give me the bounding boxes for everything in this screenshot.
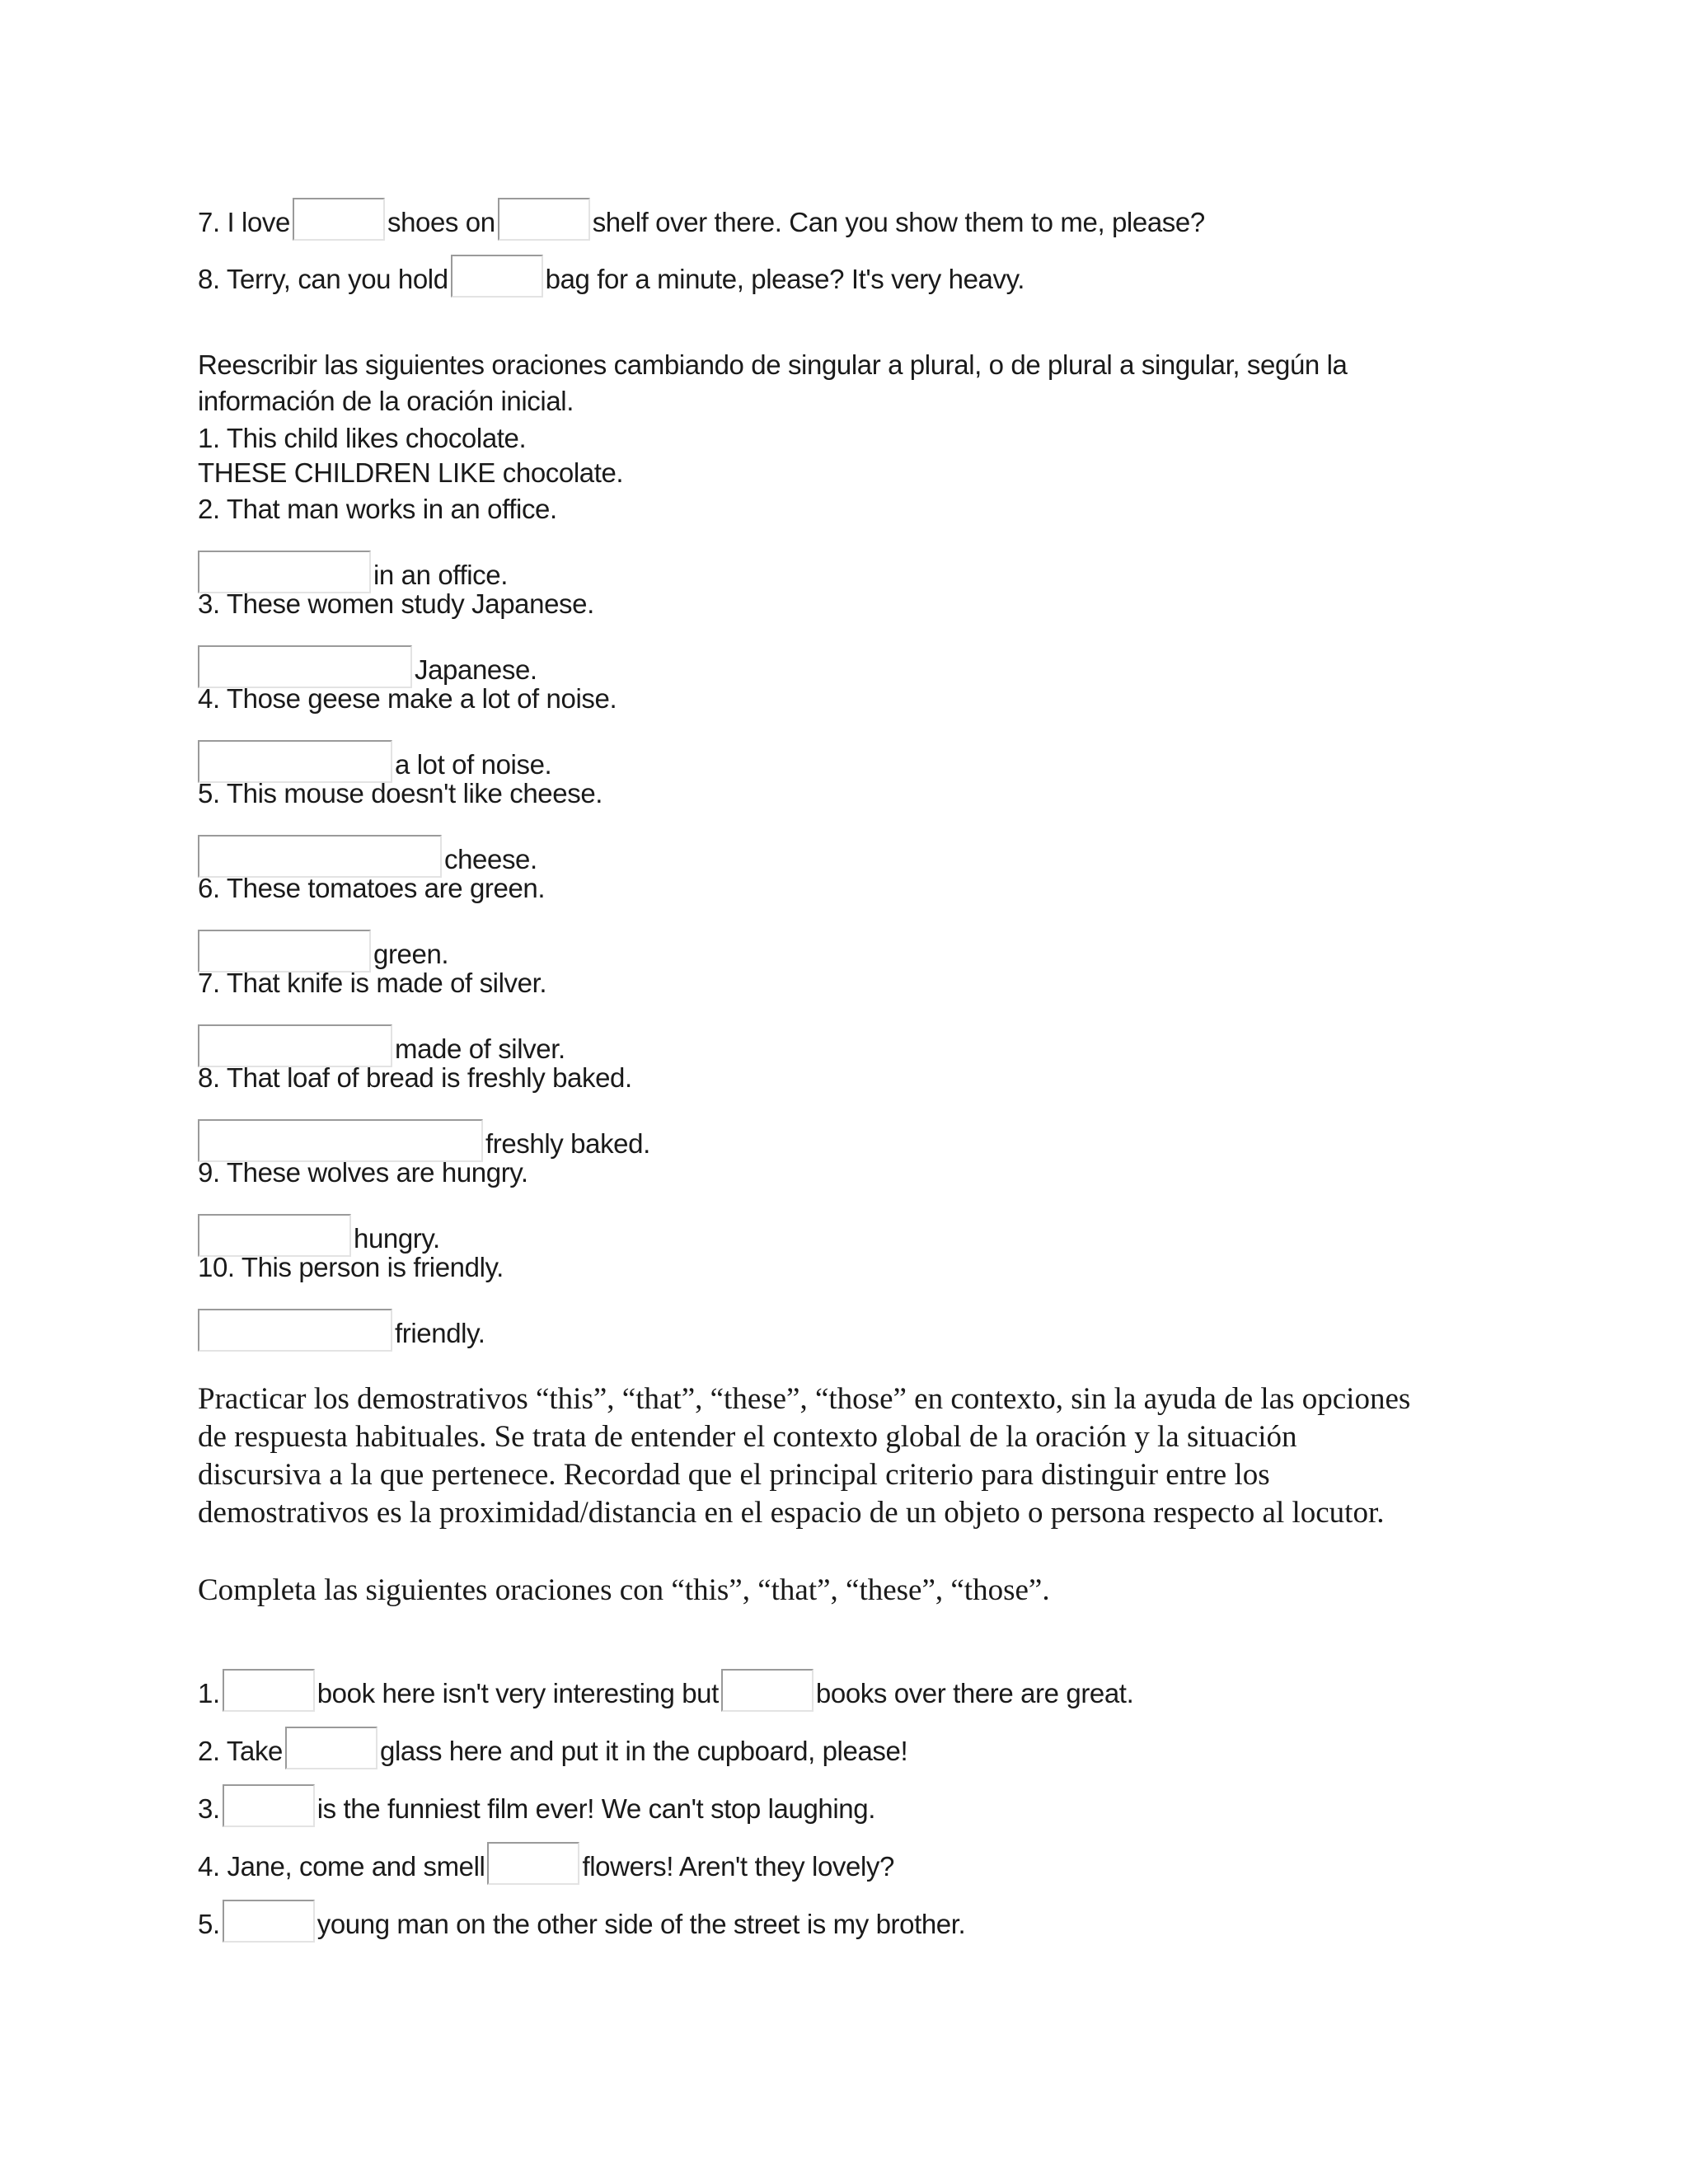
item-text: a lot of noise. <box>395 749 552 780</box>
answer-field[interactable] <box>498 198 590 241</box>
exercise-a-item-8 <box>198 253 1025 296</box>
answer-field[interactable] <box>223 1900 315 1943</box>
item-text: shelf over there. Can you show them to me, please? <box>592 207 1205 237</box>
item-text: book here isn't very interesting but <box>316 1678 719 1708</box>
exercise-b-prompt-8: 8. That loaf of bread is freshly baked. <box>198 1062 632 1093</box>
item-text: glass here and put it in the cupboard, please! <box>380 1736 908 1766</box>
exercise-b-prompt-7: 7. That knife is made of silver. <box>198 968 547 998</box>
exercise-b-answer-5 <box>198 833 537 876</box>
example-answer: THESE CHILDREN LIKE chocolate. <box>198 457 624 488</box>
exercise-c-item-3 <box>198 1783 875 1825</box>
exercise-b-prompt-3: 3. These women study Japanese. <box>198 588 594 619</box>
answer-field[interactable] <box>293 198 385 241</box>
item-text: books over there are great. <box>815 1678 1134 1708</box>
exercise-b-answer-9 <box>198 1212 440 1255</box>
item-text: cheese. <box>444 844 537 874</box>
item-text: 2. Take <box>198 1736 283 1766</box>
item-text: 5. <box>198 1909 220 1939</box>
intro-paragraph-line: Practicar los demostrativos “this”, “that”, “these”, “those” en contexto, sin la ayuda de las opciones <box>198 1382 1411 1416</box>
item-text: young man on the other side of the street is my brother. <box>316 1909 966 1939</box>
exercise-c-item-4 <box>198 1840 894 1883</box>
answer-field[interactable] <box>721 1669 814 1712</box>
exercise-b-answer-4 <box>198 738 551 781</box>
exercise-b-prompt-10: 10. This person is friendly. <box>198 1252 504 1282</box>
exercise-b-prompt-4: 4. Those geese make a lot of noise. <box>198 683 617 714</box>
item-text: friendly. <box>395 1318 485 1348</box>
item-text: 7. I love <box>198 207 290 237</box>
answer-field[interactable] <box>285 1727 377 1769</box>
intro-paragraph-line: discursiva a la que pertenece. Recordad que el principal criterio para distinguir entre los <box>198 1458 1270 1492</box>
answer-field[interactable] <box>223 1669 315 1712</box>
intro-paragraph-line: demostrativos es la proximidad/distancia en el espacio de un objeto o persona respecto al locutor. <box>198 1496 1385 1530</box>
item-text: green. <box>373 939 449 969</box>
item-text: made of silver. <box>395 1033 565 1064</box>
item-text: hungry. <box>354 1223 440 1254</box>
exercise-b-answer-7 <box>198 1023 565 1066</box>
exercise-b-answer-10 <box>198 1307 485 1350</box>
answer-field[interactable] <box>223 1784 315 1827</box>
item-text: shoes on <box>387 207 495 237</box>
answer-field[interactable] <box>451 255 543 298</box>
answer-field[interactable] <box>198 1309 392 1352</box>
exercise-c-item-2 <box>198 1725 907 1768</box>
exercise-a-item-7 <box>198 196 1205 239</box>
exercise-b-prompt-9: 9. These wolves are hungry. <box>198 1157 528 1188</box>
item-text: 8. Terry, can you hold <box>198 264 448 294</box>
item-text: freshly baked. <box>485 1128 650 1159</box>
example-prompt: 1. This child likes chocolate. <box>198 423 527 453</box>
instruction-text: Reescribir las siguientes oraciones cambiando de singular a plural, o de plural a singular, según la <box>198 349 1348 380</box>
item-text: in an office. <box>373 560 508 590</box>
item-text: flowers! Aren't they lovely? <box>582 1851 894 1882</box>
instruction-text: información de la oración inicial. <box>198 386 574 416</box>
exercise-b-prompt-5: 5. This mouse doesn't like cheese. <box>198 778 603 808</box>
item-text: Japanese. <box>415 654 537 685</box>
item-text: 4. Jane, come and smell <box>198 1851 485 1882</box>
instruction-text: Completa las siguientes oraciones con “this”, “that”, “these”, “those”. <box>198 1573 1050 1607</box>
exercise-b-answer-6 <box>198 928 448 971</box>
exercise-c-item-5 <box>198 1898 965 1941</box>
item-text: is the funniest film ever! We can't stop laughing. <box>316 1793 875 1824</box>
item-text: bag for a minute, please? It's very heavy. <box>545 264 1025 294</box>
item-text: 1. <box>198 1678 220 1708</box>
intro-paragraph-line: de respuesta habituales. Se trata de entender el contexto global de la oración y la situación <box>198 1420 1297 1454</box>
answer-field[interactable] <box>487 1842 579 1885</box>
exercise-b-prompt-2: 2. That man works in an office. <box>198 494 557 524</box>
item-text: 3. <box>198 1793 220 1824</box>
exercise-b-answer-2 <box>198 549 508 592</box>
exercise-c-item-1 <box>198 1667 1133 1710</box>
exercise-b-answer-8 <box>198 1118 650 1160</box>
exercise-b-prompt-6: 6. These tomatoes are green. <box>198 873 546 903</box>
exercise-b-answer-3 <box>198 644 537 687</box>
